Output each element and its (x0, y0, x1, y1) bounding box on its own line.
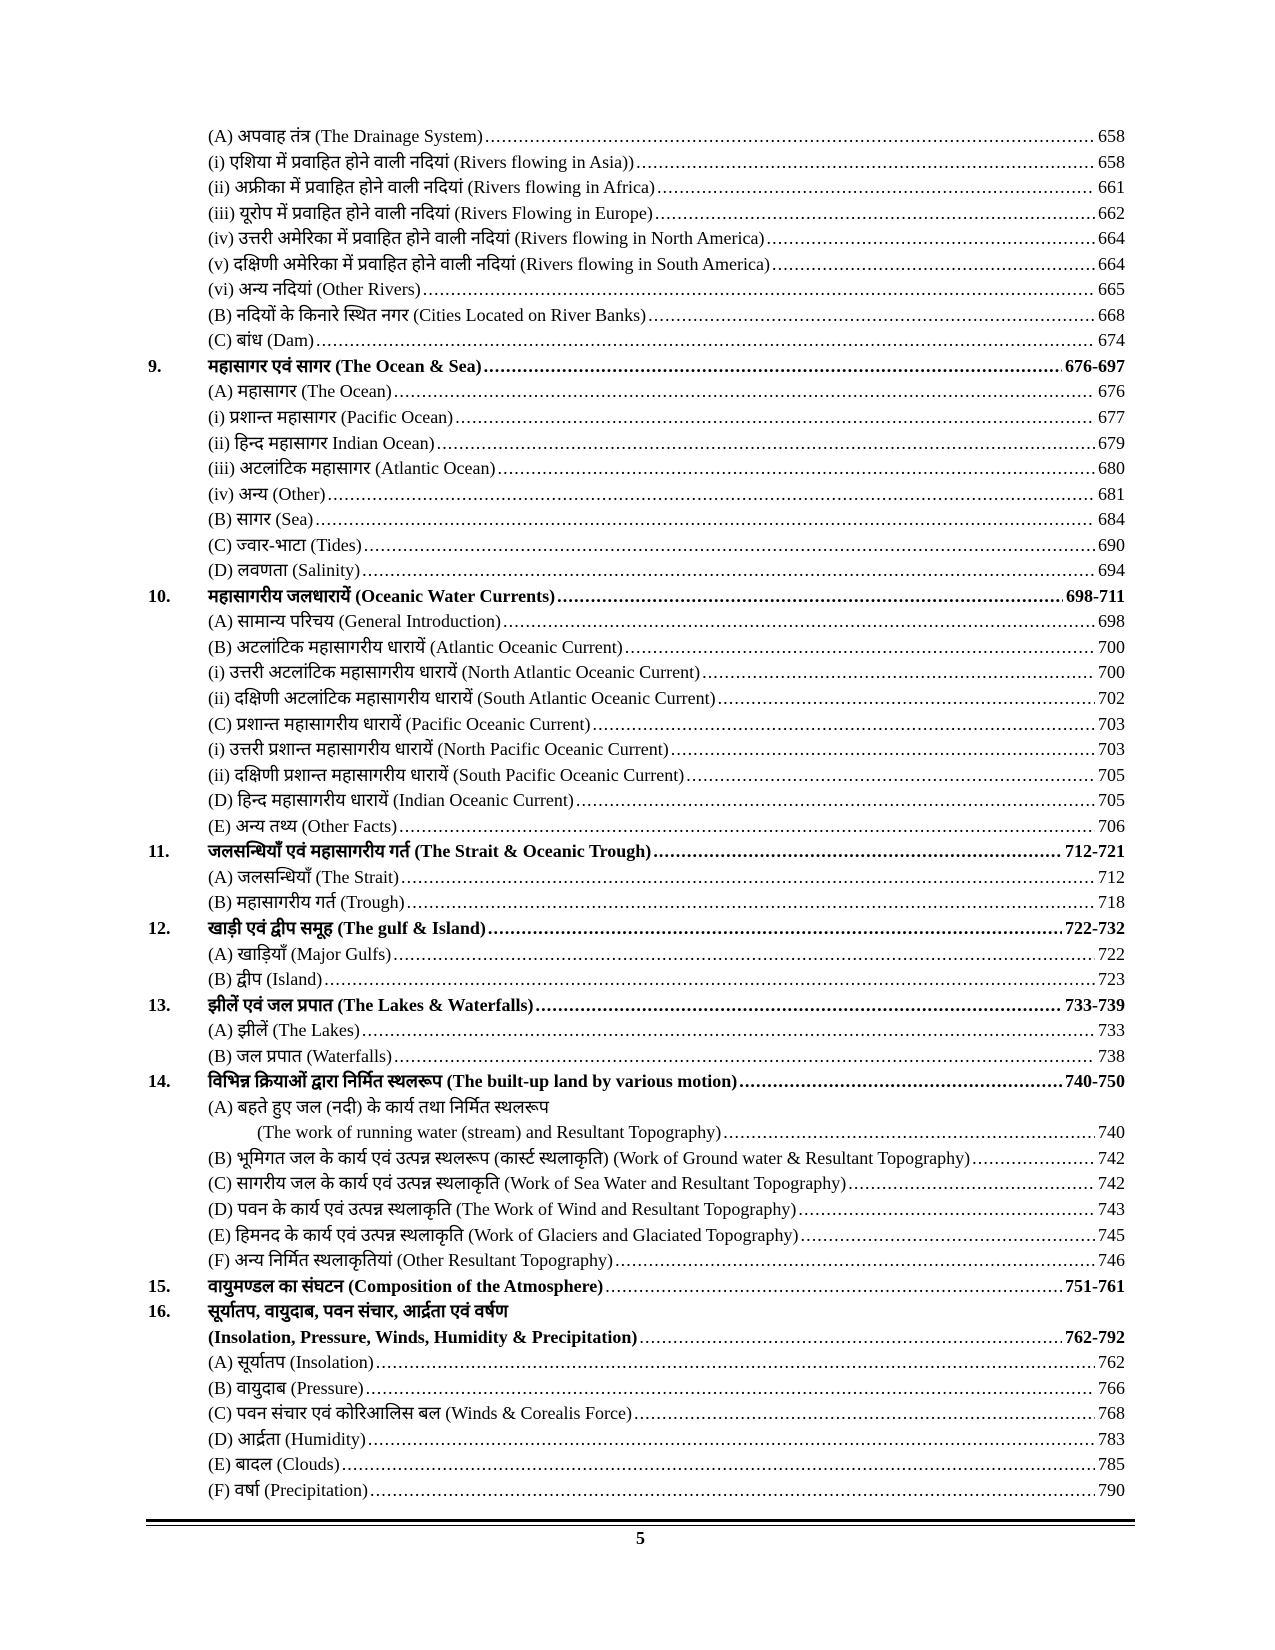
toc-entry (148, 737, 1125, 763)
toc-list (148, 124, 1125, 1504)
toc-entry (148, 635, 1125, 661)
toc-leader-dots (972, 1146, 1095, 1172)
toc-entry-label: (C) पवन संचार एवं कोरिआलिस बल (Winds & Corealis Force) (208, 1403, 632, 1424)
toc-entry (148, 1452, 1125, 1478)
toc-entry-page: 746 (1098, 1250, 1125, 1271)
toc-entry-page: 722 (1098, 943, 1125, 964)
toc-entry-page: 742 (1098, 1173, 1125, 1194)
toc-entry-label: (vi) अन्य नदियां (Other Rivers) (208, 279, 421, 300)
toc-entry-label: (i) एशिया में प्रवाहित होने वाली नदियां (Rivers flowing in Asia)) (208, 151, 635, 172)
toc-leader-dots (407, 890, 1095, 916)
toc-entry-label: (ii) हिन्द महासागर Indian Ocean) (208, 432, 435, 453)
toc-entry (148, 1069, 1125, 1095)
toc-entry-number: 16. (148, 1301, 171, 1322)
toc-entry (148, 1146, 1125, 1172)
toc-leader-dots (437, 431, 1095, 457)
toc-entry-page: 700 (1098, 636, 1125, 657)
toc-entry-page: 680 (1098, 458, 1125, 479)
toc-entry-page: 676 (1098, 381, 1125, 402)
toc-entry-page: 738 (1098, 1045, 1125, 1066)
toc-entry (148, 916, 1125, 942)
toc-entry-label: (A) बहते हुए जल (नदी) के कार्य तथा निर्मित स्थलरूप (208, 1096, 549, 1117)
toc-entry-page: 703 (1098, 739, 1125, 760)
toc-leader-dots (366, 1376, 1095, 1402)
toc-leader-dots (576, 788, 1095, 814)
toc-entry-label: (ii) दक्षिणी अटलांटिक महासागरीय धारायें (South Atlantic Oceanic Current) (208, 688, 716, 709)
toc-entry (148, 226, 1125, 252)
toc-entry (148, 252, 1125, 278)
toc-entry (148, 1223, 1125, 1249)
toc-entry-page: 674 (1098, 330, 1125, 351)
toc-entry (148, 328, 1125, 354)
toc-entry (148, 533, 1125, 559)
toc-entry (148, 1350, 1125, 1376)
toc-entry-label: (A) जलसन्धियाँ (The Strait) (208, 866, 400, 887)
toc-entry-page: 790 (1098, 1479, 1125, 1500)
toc-entry-page: 745 (1098, 1224, 1125, 1245)
toc-entry (148, 1274, 1125, 1300)
toc-entry-label: (C) ज्वार-भाटा (Tides) (208, 534, 362, 555)
toc-leader-dots (399, 814, 1095, 840)
toc-entry-label: (iv) अन्य (Other) (208, 483, 326, 504)
footer-rule (146, 1519, 1135, 1526)
toc-entry-label: (A) झीलें (The Lakes) (208, 1020, 360, 1041)
toc-entry (148, 1427, 1125, 1453)
toc-leader-dots (362, 558, 1095, 584)
toc-entry-page: 706 (1098, 815, 1125, 836)
toc-entry (148, 201, 1125, 227)
toc-entry (148, 686, 1125, 712)
toc-entry (148, 763, 1125, 789)
toc-entry-label: (B) भूमिगत जल के कार्य एवं उत्पन्न स्थलरूप (कार्स्ट स्थलाकृति) (Work of Ground water & Resultant Topography) (208, 1147, 971, 1168)
toc-entry (148, 967, 1125, 993)
toc-leader-dots (364, 533, 1095, 559)
toc-entry (148, 1248, 1125, 1274)
toc-entry (148, 712, 1125, 738)
toc-entry-label: (C) प्रशान्त महासागरीय धारायें (Pacific Oceanic Current) (208, 713, 591, 734)
toc-entry (148, 942, 1125, 968)
toc-entry-label: (B) वायुदाब (Pressure) (208, 1377, 364, 1398)
toc-entry (148, 788, 1125, 814)
toc-entry-number: 10. (148, 585, 171, 606)
toc-entry (148, 1376, 1125, 1402)
toc-entry-label: (iii) यूरोप में प्रवाहित होने वाली नदियां (Rivers Flowing in Europe) (208, 202, 653, 223)
toc-entry-page: 665 (1098, 279, 1125, 300)
toc-entry (148, 1120, 1125, 1146)
toc-entry-page: 676-697 (1065, 355, 1125, 376)
toc-entry (148, 660, 1125, 686)
toc-entry (148, 584, 1125, 610)
toc-leader-dots (503, 609, 1095, 635)
toc-entry-label: वायुमण्डल का संघटन (Composition of the Atmosphere) (208, 1275, 604, 1296)
toc-entry-number: 12. (148, 917, 171, 938)
toc-leader-dots (648, 303, 1095, 329)
toc-entry-label: (ii) अफ्रीका में प्रवाहित होने वाली नदियां (Rivers flowing in Africa) (208, 177, 655, 198)
toc-entry-page: 742 (1098, 1147, 1125, 1168)
toc-entry (148, 1095, 1125, 1121)
toc-entry-label: (C) सागरीय जल के कार्य एवं उत्पन्न स्थलाकृति (Work of Sea Water and Resultant Topography) (208, 1173, 847, 1194)
toc-entry-label: (A) अपवाह तंत्र (The Drainage System) (208, 126, 483, 146)
toc-entry-label: विभिन्न क्रियाओं द्वारा निर्मित स्थलरूप (The built-up land by various motion) (208, 1071, 738, 1092)
toc-entry-page: 703 (1098, 713, 1125, 734)
toc-entry (148, 175, 1125, 201)
toc-entry (148, 1197, 1125, 1223)
toc-leader-dots (767, 226, 1096, 252)
toc-leader-dots (671, 737, 1095, 763)
toc-entry-number: 9. (148, 355, 162, 376)
toc-entry (148, 1325, 1125, 1351)
toc-entry-page: 718 (1098, 892, 1125, 913)
toc-entry (148, 124, 1125, 150)
toc-leader-dots (625, 635, 1095, 661)
toc-entry-page: 733-739 (1065, 994, 1125, 1015)
toc-entry-page: 700 (1098, 662, 1125, 683)
toc-entry-page: 664 (1098, 228, 1125, 249)
toc-entry-page: 712-721 (1065, 841, 1125, 862)
toc-leader-dots (557, 584, 1063, 610)
toc-entry-page: 743 (1098, 1198, 1125, 1219)
toc-entry-page: 766 (1098, 1377, 1125, 1398)
toc-entry-label: (v) दक्षिणी अमेरिका में प्रवाहित होने वाली नदियां (Rivers flowing in South America) (208, 253, 770, 274)
toc-leader-dots (376, 1350, 1095, 1376)
toc-entry (148, 277, 1125, 303)
toc-entry (148, 431, 1125, 457)
toc-entry-page: 679 (1098, 432, 1125, 453)
toc-entry (148, 456, 1125, 482)
toc-leader-dots (657, 175, 1095, 201)
toc-entry (148, 405, 1125, 431)
toc-leader-dots (423, 277, 1095, 303)
page-number: 5 (636, 1528, 645, 1548)
toc-entry-label: (A) सामान्य परिचय (General Introduction) (208, 611, 502, 632)
toc-entry-page: 712 (1098, 866, 1125, 887)
toc-entry-label: (B) नदियों के किनारे स्थित नगर (Cities Located on River Banks) (208, 304, 647, 325)
toc-entry-page: 722-732 (1065, 917, 1125, 938)
toc-entry-label: (D) पवन के कार्य एवं उत्पन्न स्थलाकृति (The Work of Wind and Resultant Topography) (208, 1198, 797, 1219)
toc-leader-dots (634, 1401, 1095, 1427)
toc-leader-dots (655, 201, 1095, 227)
toc-leader-dots (615, 1248, 1095, 1274)
toc-leader-dots (718, 686, 1095, 712)
toc-entry-page: 705 (1098, 790, 1125, 811)
toc-leader-dots (605, 1274, 1062, 1300)
toc-entry-label: (D) लवणता (Salinity) (208, 560, 361, 581)
toc-entry-label: (iii) अटलांटिक महासागर (Atlantic Ocean) (208, 458, 496, 479)
toc-entry-label: (i) उत्तरी अटलांटिक महासागरीय धारायें (North Atlantic Oceanic Current) (208, 662, 701, 683)
toc-entry-page: 723 (1098, 969, 1125, 990)
toc-entry-label: (E) बादल (Clouds) (208, 1454, 340, 1475)
toc-entry-label: (A) महासागर (The Ocean) (208, 381, 392, 402)
toc-entry (148, 1478, 1125, 1504)
toc-entry (148, 558, 1125, 584)
toc-leader-dots (592, 712, 1095, 738)
toc-entry-label: सूर्यातप, वायुदाब, पवन संचार, आर्द्रता एवं वर्षण (208, 1301, 508, 1322)
toc-entry-page: 785 (1098, 1454, 1125, 1475)
toc-entry-label: (F) अन्य निर्मित स्थलाकृतियां (Other Resultant Topography) (208, 1250, 614, 1271)
toc-entry-label: (B) द्वीप (Island) (208, 969, 323, 990)
toc-leader-dots (848, 1171, 1095, 1197)
toc-leader-dots (342, 1452, 1095, 1478)
toc-entry-label: (i) उत्तरी प्रशान्त महासागरीय धारायें (North Pacific Oceanic Current) (208, 739, 669, 760)
toc-leader-dots (498, 456, 1096, 482)
toc-entry (148, 379, 1125, 405)
toc-entry-page: 698-711 (1065, 585, 1125, 606)
toc-entry (148, 609, 1125, 635)
toc-entry-label: (The work of running water (stream) and Resultant Topography) (257, 1122, 722, 1143)
toc-entry-page: 762-792 (1065, 1326, 1125, 1347)
toc-entry (148, 1171, 1125, 1197)
toc-entry-label: (B) जल प्रपात (Waterfalls) (208, 1045, 392, 1066)
toc-leader-dots (636, 150, 1095, 176)
toc-leader-dots (362, 1018, 1095, 1044)
toc-leader-dots (324, 967, 1095, 993)
toc-leader-dots (485, 124, 1095, 150)
toc-leader-dots (488, 916, 1062, 942)
toc-entry-page: 677 (1098, 407, 1125, 428)
toc-entry-page: 762 (1098, 1352, 1125, 1373)
toc-entry (148, 839, 1125, 865)
toc-entry-page: 705 (1098, 764, 1125, 785)
toc-leader-dots (394, 379, 1095, 405)
toc-entry-label: (F) वर्षा (Precipitation) (208, 1479, 369, 1500)
toc-entry-page: 768 (1098, 1403, 1125, 1424)
toc-entry (148, 1018, 1125, 1044)
toc-leader-dots (686, 763, 1095, 789)
toc-entry-number: 11. (148, 841, 170, 862)
toc-entry-page: 681 (1098, 483, 1125, 504)
toc-leader-dots (798, 1197, 1095, 1223)
toc-entry-number: 14. (148, 1071, 171, 1092)
toc-entry-label: (E) अन्य तथ्य (Other Facts) (208, 815, 398, 836)
toc-entry (148, 890, 1125, 916)
toc-entry-page: 740-750 (1065, 1071, 1125, 1092)
toc-entry-label: (D) आर्द्रता (Humidity) (208, 1428, 366, 1449)
toc-entry-label: (Insolation, Pressure, Winds, Humidity & Precipitation) (208, 1326, 638, 1347)
toc-entry-label: झीलें एवं जल प्रपात (The Lakes & Waterfalls) (208, 994, 534, 1015)
toc-entry-page: 694 (1098, 560, 1125, 581)
toc-leader-dots (393, 942, 1095, 968)
toc-entry-page: 783 (1098, 1428, 1125, 1449)
toc-entry-label: महासागरीय जलधारायें (Oceanic Water Currents) (208, 585, 556, 606)
toc-entry-label: (ii) दक्षिणी प्रशान्त महासागरीय धारायें (South Pacific Oceanic Current) (208, 764, 685, 785)
toc-entry-page: 658 (1098, 126, 1125, 146)
toc-entry (148, 507, 1125, 533)
toc-leader-dots (401, 865, 1095, 891)
toc-entry-number: 13. (148, 994, 171, 1015)
toc-entry-label: जलसन्धियाँ एवं महासागरीय गर्त (The Strait & Oceanic Trough) (208, 841, 652, 862)
toc-entry-page: 690 (1098, 534, 1125, 555)
toc-entry (148, 993, 1125, 1019)
toc-entry-page: 684 (1098, 509, 1125, 530)
toc-leader-dots (702, 660, 1095, 686)
toc-entry-page: 664 (1098, 253, 1125, 274)
toc-leader-dots (639, 1325, 1062, 1351)
toc-leader-dots (327, 482, 1095, 508)
toc-leader-dots (801, 1223, 1096, 1249)
toc-entry-label: खाड़ी एवं द्वीप समूह (The gulf & Island) (208, 917, 486, 938)
toc-entry-page: 658 (1098, 151, 1125, 172)
toc-leader-dots (484, 354, 1062, 380)
toc-leader-dots (316, 328, 1095, 354)
toc-entry-page: 668 (1098, 304, 1125, 325)
toc-entry-label: (A) सूर्यातप (Insolation) (208, 1352, 374, 1373)
toc-entry (148, 1299, 1125, 1325)
toc-leader-dots (368, 1427, 1095, 1453)
toc-leader-dots (315, 507, 1095, 533)
toc-entry-page: 740 (1098, 1122, 1125, 1143)
toc-entry-label: (A) खाड़ियाँ (Major Gulfs) (208, 943, 392, 964)
toc-entry-number: 15. (148, 1275, 171, 1296)
toc-entry-label: (B) अटलांटिक महासागरीय धारायें (Atlantic Oceanic Current) (208, 636, 623, 657)
toc-entry (148, 814, 1125, 840)
toc-entry (148, 1401, 1125, 1427)
toc-entry-page: 661 (1098, 177, 1125, 198)
toc-entry-label: (E) हिमनद के कार्य एवं उत्पन्न स्थलाकृति (Work of Glaciers and Glaciated Topography) (208, 1224, 799, 1245)
toc-entry (148, 150, 1125, 176)
toc-entry-page: 733 (1098, 1020, 1125, 1041)
toc-entry (148, 1044, 1125, 1070)
toc-entry-page: 702 (1098, 688, 1125, 709)
toc-leader-dots (723, 1120, 1095, 1146)
toc-leader-dots (370, 1478, 1095, 1504)
toc-entry-label: (D) हिन्द महासागरीय धारायें (Indian Oceanic Current) (208, 790, 574, 811)
toc-entry (148, 865, 1125, 891)
toc-leader-dots (455, 405, 1095, 431)
toc-leader-dots (739, 1069, 1062, 1095)
toc-entry-label: (C) बांध (Dam) (208, 330, 314, 351)
toc-entry-label: (iv) उत्तरी अमेरिका में प्रवाहित होने वाली नदियां (Rivers flowing in North America) (208, 228, 765, 249)
toc-entry (148, 482, 1125, 508)
toc-entry-label: (i) प्रशान्त महासागर (Pacific Ocean) (208, 407, 454, 428)
toc-entry-page: 662 (1098, 202, 1125, 223)
toc-leader-dots (536, 993, 1062, 1019)
toc-entry-page: 751-761 (1065, 1275, 1125, 1296)
toc-entry-label: महासागर एवं सागर (The Ocean & Sea) (208, 355, 482, 376)
toc-leader-dots (653, 839, 1062, 865)
toc-entry (148, 303, 1125, 329)
toc-entry-label: (B) सागर (Sea) (208, 509, 314, 530)
toc-entry-label: (B) महासागरीय गर्त (Trough) (208, 892, 405, 913)
toc-entry-page: 698 (1098, 611, 1125, 632)
toc-leader-dots (394, 1044, 1095, 1070)
toc-leader-dots (772, 252, 1095, 278)
toc-entry (148, 354, 1125, 380)
